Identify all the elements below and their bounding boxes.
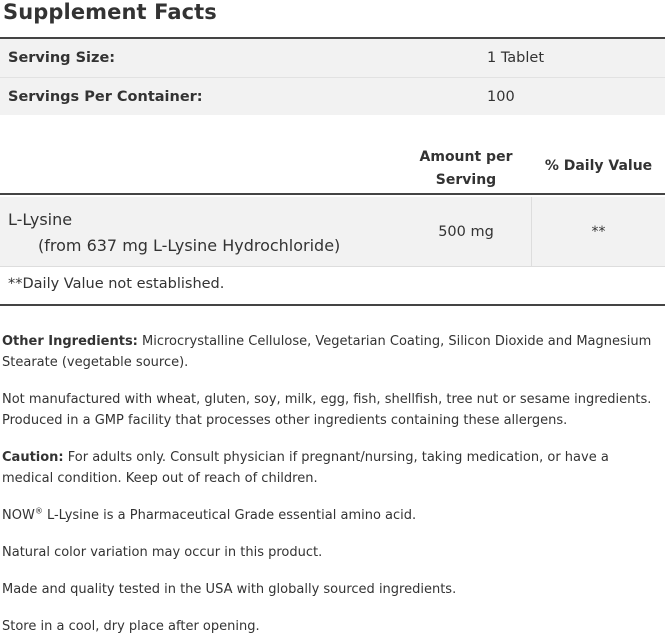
page-title: Supplement Facts [3, 0, 217, 24]
amount-per-serving-header [408, 146, 524, 192]
nutrient-source: (from 637 mg L-Lysine Hydrochloride) [38, 236, 341, 255]
serving-size-label: Serving Size: [8, 50, 116, 66]
daily-value-footnote: **Daily Value not established. [8, 276, 225, 292]
servings-per-container-row [0, 77, 665, 115]
amount-header-line1: Amount per [419, 149, 513, 165]
other-ingredients [2, 331, 652, 373]
now-statement-text: L-Lysine is a Pharmaceutical Grade essential amino acid. [42, 508, 417, 523]
servings-per-container-value: 100 [487, 88, 515, 105]
nutrient-row [0, 197, 665, 267]
allergen-line-2: Produced in a GMP facility that processes other ingredients containing these allergens. [2, 413, 568, 428]
brand-name: NOW [2, 508, 35, 523]
made-in-usa-note: Made and quality tested in the USA with globally sourced ingredients. [2, 582, 457, 597]
serving-info-table [0, 37, 665, 115]
color-variation-note: Natural color variation may occur in this product. [2, 545, 323, 560]
nutrient-name: L-Lysine [8, 210, 73, 229]
allergen-statement [2, 389, 652, 431]
caution-label: Caution: [2, 450, 64, 465]
other-ingredients-text: Microcrystalline Cellulose, Vegetarian Coating, Silicon Dioxide and Magnesium Stearate (vegetable source). [2, 334, 652, 370]
storage-note: Store in a cool, dry place after opening. [2, 619, 260, 634]
serving-size-value: 1 Tablet [487, 50, 545, 66]
now-grade-statement [2, 505, 652, 526]
amount-header-line2: Serving [435, 172, 497, 188]
caution-statement [2, 447, 652, 489]
table-bottom-rule [0, 304, 665, 306]
daily-value-header: % Daily Value [544, 158, 653, 174]
caution-text: For adults only. Consult physician if pregnant/nursing, taking medication, or have a medical condition. Keep out of reach of children. [2, 450, 609, 486]
servings-per-container-label: Servings Per Container: [8, 88, 203, 105]
nutrient-table-header [0, 138, 665, 195]
other-ingredients-label: Other Ingredients: [2, 334, 138, 349]
allergen-line-1: Not manufactured with wheat, gluten, soy, milk, egg, fish, shellfish, tree nut or sesame ingredients. [2, 392, 652, 407]
serving-size-row [0, 39, 665, 77]
nutrient-amount: 500 mg [438, 224, 494, 240]
registered-mark: ® [34, 506, 43, 516]
nutrient-daily-value: ** [591, 224, 606, 240]
